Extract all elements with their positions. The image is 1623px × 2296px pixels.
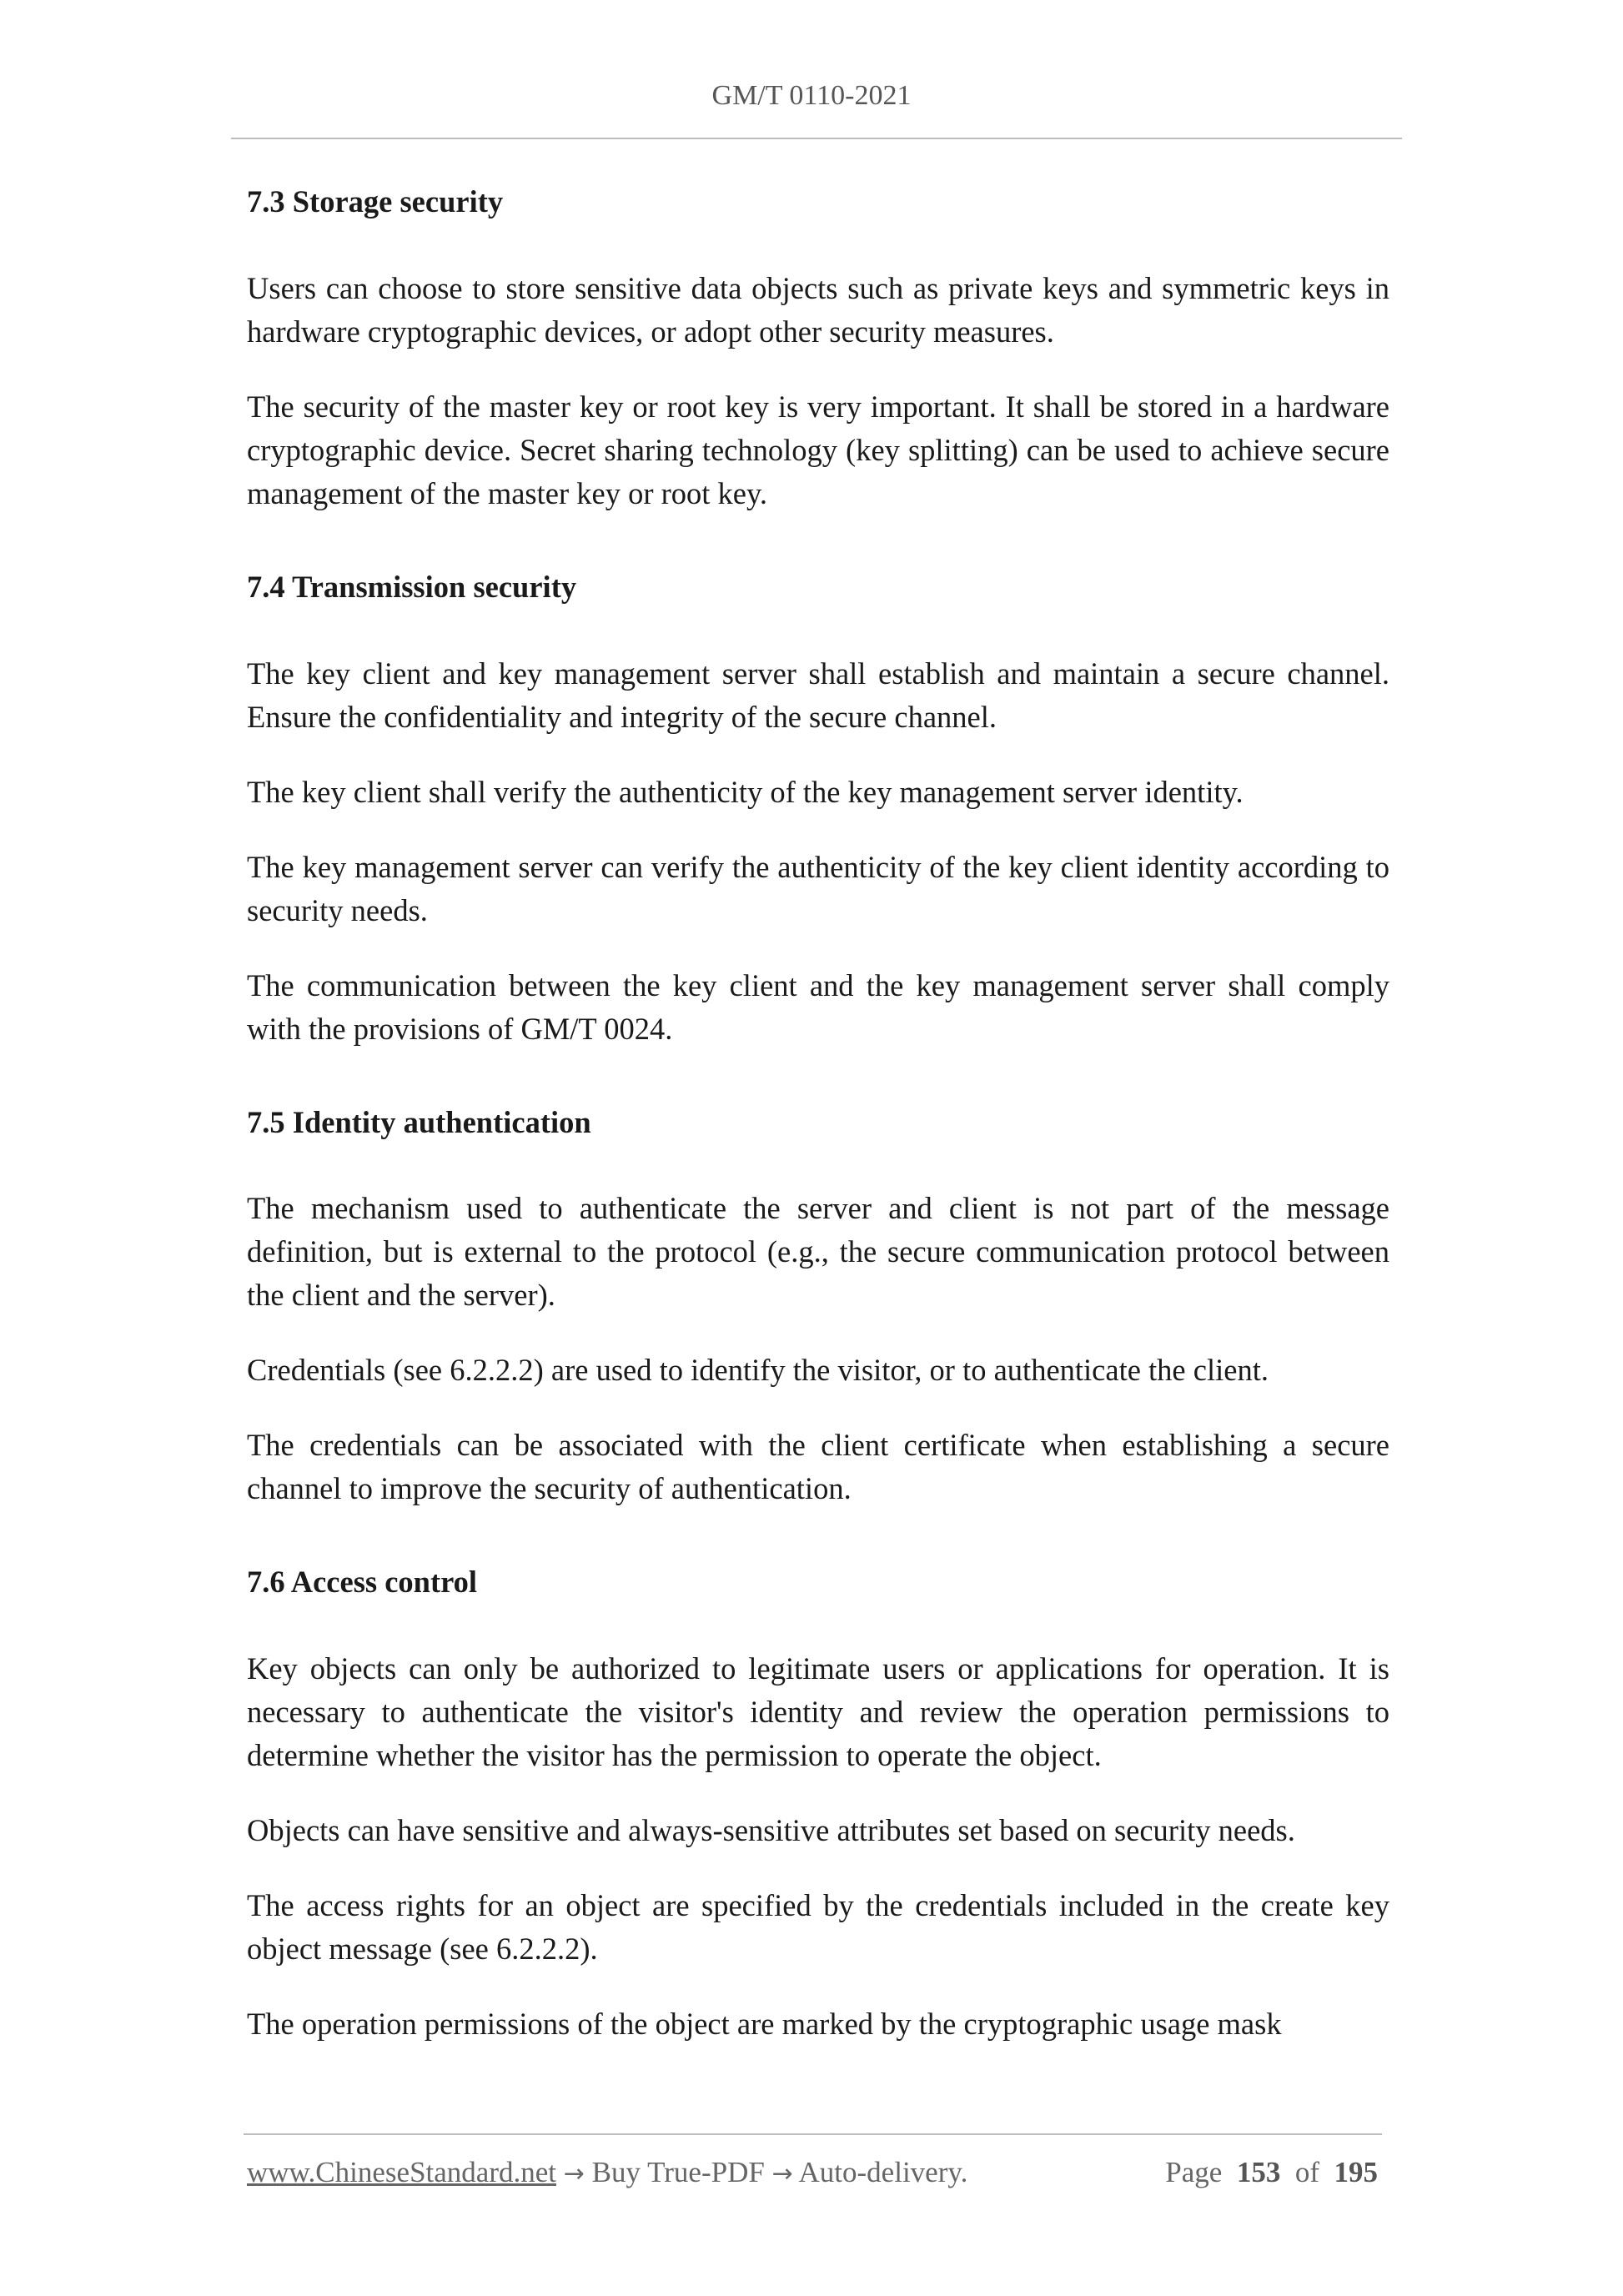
arrow-right-icon: → bbox=[771, 2159, 793, 2188]
paragraph: The access rights for an object are specified by the credentials included in the create key object message (see 6.2.2.2). bbox=[247, 1888, 1389, 1967]
paragraph: Users can choose to store sensitive data objects such as private keys and symmetric keys in hardware cryptographic devices, or adopt other security measures. bbox=[247, 270, 1389, 349]
paragraph: Key objects can only be authorized to legitimate users or applications for operation. It is necessary to authenticate the visitor's identity and review the operation permissions to determine whether the visitor has the permission to operate the object. bbox=[247, 1651, 1389, 1773]
section-heading: 7.6 Access control bbox=[247, 1565, 478, 1600]
of-label: of bbox=[1294, 2156, 1319, 2188]
page-footer bbox=[247, 2156, 1378, 2189]
paragraph: The operation permissions of the object are marked by the cryptographic usage mask bbox=[247, 2007, 1282, 2042]
paragraph: Objects can have sensitive and always-sensitive attributes set based on security needs. bbox=[247, 1813, 1295, 1848]
section-heading: 7.3 Storage security bbox=[247, 184, 504, 219]
page-current: 153 bbox=[1236, 2156, 1281, 2188]
chinesestandard-link[interactable]: www.ChineseStandard.net bbox=[247, 2156, 556, 2188]
paragraph: The security of the master key or root key is very important. It shall be stored in a hardware cryptographic device. Secret sharing technology (key splitting) can be used to achieve secure management of the master key or root key. bbox=[247, 389, 1389, 510]
arrow-right-icon: → bbox=[563, 2159, 585, 2188]
paragraph: The key client and key management server shall establish and maintain a secure channel. Ensure the confidentiality and integrity of the secure channel. bbox=[247, 656, 1389, 734]
auto-delivery-text: Auto-delivery. bbox=[798, 2156, 968, 2188]
document-body bbox=[247, 183, 1389, 2046]
section-storage-security bbox=[247, 183, 1389, 515]
section-transmission-security bbox=[247, 569, 1389, 1051]
paragraph: Credentials (see 6.2.2.2) are used to identify the visitor, or to authenticate the client. bbox=[247, 1353, 1269, 1388]
header-divider bbox=[231, 138, 1402, 139]
paragraph: The mechanism used to authenticate the server and client is not part of the message definition, but is external to the protocol (e.g., the secure communication protocol between the client and the server). bbox=[247, 1191, 1389, 1313]
page-label: Page bbox=[1165, 2156, 1223, 2188]
footer-divider bbox=[244, 2133, 1382, 2135]
paragraph: The communication between the key client and the key management server shall comply with the provisions of GM/T 0024. bbox=[247, 967, 1389, 1046]
buy-true-pdf-text: Buy True-PDF bbox=[591, 2156, 765, 2188]
section-heading: 7.4 Transmission security bbox=[247, 569, 577, 604]
paragraph: The credentials can be associated with the client certificate when establishing a secure channel to improve the security of authentication. bbox=[247, 1428, 1389, 1506]
footer-promo bbox=[247, 2156, 967, 2189]
page-number bbox=[1165, 2156, 1378, 2189]
section-identity-authentication bbox=[247, 1104, 1389, 1511]
paragraph: The key client shall verify the authenticity of the key management server identity. bbox=[247, 774, 1244, 809]
section-heading: 7.5 Identity authentication bbox=[247, 1104, 591, 1139]
page-total: 195 bbox=[1334, 2156, 1378, 2188]
section-access-control bbox=[247, 1564, 1389, 2046]
paragraph: The key management server can verify the authenticity of the key client identity according to security needs. bbox=[247, 849, 1389, 927]
page-header: GM/T 0110-2021 bbox=[711, 80, 912, 111]
